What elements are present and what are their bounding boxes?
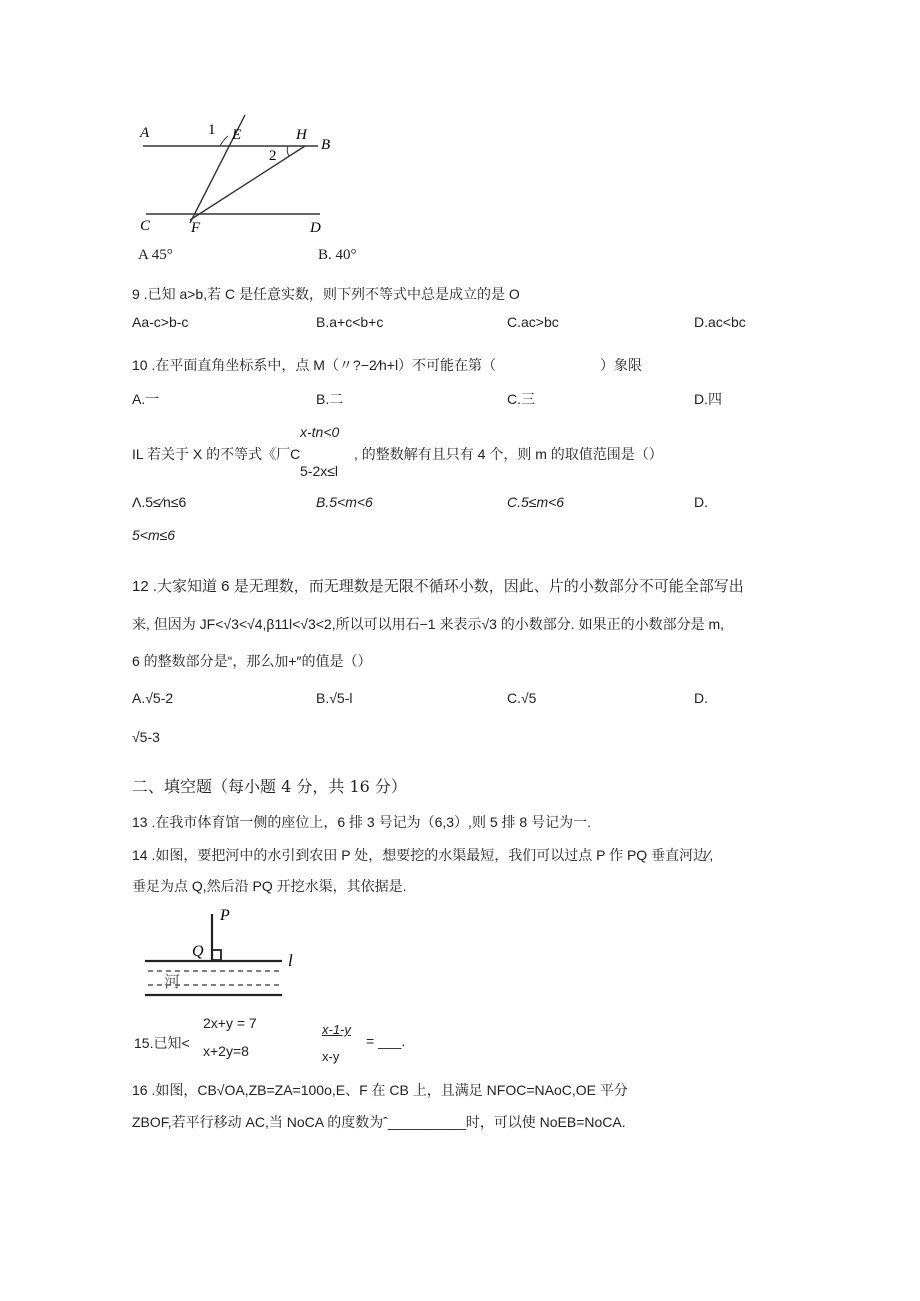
q12-option-d: D.	[694, 690, 708, 706]
label-h: H	[296, 127, 307, 143]
q10-option-b: B.二	[316, 391, 344, 407]
q15-eq1: 2x+y = 7	[203, 1015, 257, 1031]
q14-line1: 14 .如图，要把河中的水引到农田 P 处，想要挖的水渠最短，我们可以过点 P 作 PQ 垂直河边∕,	[132, 847, 714, 863]
label-l: l	[288, 951, 293, 970]
q9-option-d: D.ac<bc	[694, 314, 746, 330]
q12-option-d-cont: √5-3	[132, 729, 160, 745]
section-2-title: 二、填空题（每小题 4 分，共 16 分）	[132, 777, 407, 796]
q9-option-c: C.ac>bc	[507, 314, 559, 330]
line-fh	[190, 146, 305, 220]
q10-stem: 10 .在平面直角坐标系中，点 M（〃?−2∕h+l）不可能在第（	[132, 357, 497, 373]
q15-prefix: 15.已知<	[134, 1035, 190, 1051]
q11-option-a: Λ.5≤∕n≤6	[132, 494, 187, 510]
q8-option-a: A 45°	[138, 247, 173, 263]
label-p: P	[220, 908, 230, 924]
label-angle-2: 2	[269, 148, 277, 164]
q9-stem: 9 .已知 a>b,若 C 是任意实数，则下列不等式中总是成立的是 O	[132, 286, 520, 302]
q16-line2: ZBOF,若平行移动 AC,当 NoCA 的度数为ˆ__________时，可以使 NoEB=NoCA.	[132, 1114, 626, 1130]
q11-inequality-top: x-tn<0	[300, 424, 340, 440]
q10-option-d: D.四	[694, 391, 722, 407]
label-c: C	[140, 218, 151, 234]
q9-option-a: Aa-c>b-c	[132, 314, 189, 330]
q15-answer-blank: = ___.	[366, 1033, 406, 1049]
q11-prefix: IL 若关于 X 的不等式《厂C	[132, 446, 301, 462]
q8-option-b: B. 40°	[318, 247, 357, 263]
q15-fraction-numerator: x-1-y	[322, 1022, 351, 1037]
label-b: B	[321, 137, 331, 153]
q11-option-c: C.5≤m<6	[507, 494, 565, 510]
q16-line1: 16 .如图，CB√OA,ZB=ZA=100o,E、F 在 CB 上，且满足 NFOC=NAoC,OE 平分	[132, 1082, 628, 1098]
q10-suffix: ）象限	[600, 357, 642, 373]
river-figure	[140, 908, 310, 1003]
label-angle-1: 1	[208, 122, 216, 138]
angle-1-arc	[220, 136, 228, 146]
label-a: A	[140, 125, 150, 141]
label-e: E	[232, 127, 242, 143]
q15-fraction-denominator: x-y	[322, 1049, 340, 1064]
q12-option-c: C.√5	[507, 690, 537, 706]
q10-option-a: A.一	[132, 391, 160, 407]
q11-option-d-cont: 5<m≤6	[132, 527, 176, 543]
angle-2-arc	[287, 146, 289, 156]
q9-option-b: B.a+c<b+c	[316, 314, 384, 330]
q15-eq2: x+2y=8	[203, 1043, 249, 1059]
q13-text: 13 .在我市体育馆一侧的座位上，6 排 3 号记为（6,3）,则 5 排 8 号记为一.	[132, 814, 591, 830]
q11-suffix: , 的整数解有且只有 4 个，则 m 的取值范围是（）	[354, 446, 663, 462]
q12-line1: 12 .大家知道 6 是无理数，而无理数是无限不循环小数，因此、片的小数部分不可能全部写出	[132, 578, 744, 595]
q12-option-b: B.√5-l	[316, 690, 353, 706]
q12-line3: 6 的整数部分是“，那么加+″的值是（）	[132, 653, 372, 669]
label-river: 河	[164, 974, 181, 991]
label-q: Q	[192, 943, 204, 960]
q10-option-c: C.三	[507, 391, 535, 407]
right-angle-mark	[212, 950, 221, 960]
label-f: F	[191, 220, 201, 236]
q11-option-d: D.	[694, 494, 708, 510]
q11-inequality-bottom: 5-2x≤l	[300, 463, 339, 479]
q14-line2: 垂足为点 Q,然后沿 PQ 开挖水渠，其依据是.	[132, 878, 407, 894]
q12-line2: 来, 但因为 JF<√3<√4,β11l<√3<2,所以可以用石−1 来表示√3 的小数部分. 如果正的小数部分是 m,	[132, 616, 725, 632]
geometry-figure-parallel-lines	[128, 115, 358, 245]
q11-option-b: B.5<m<6	[316, 494, 373, 510]
q12-option-a: A.√5-2	[132, 690, 174, 706]
label-d: D	[310, 220, 321, 236]
